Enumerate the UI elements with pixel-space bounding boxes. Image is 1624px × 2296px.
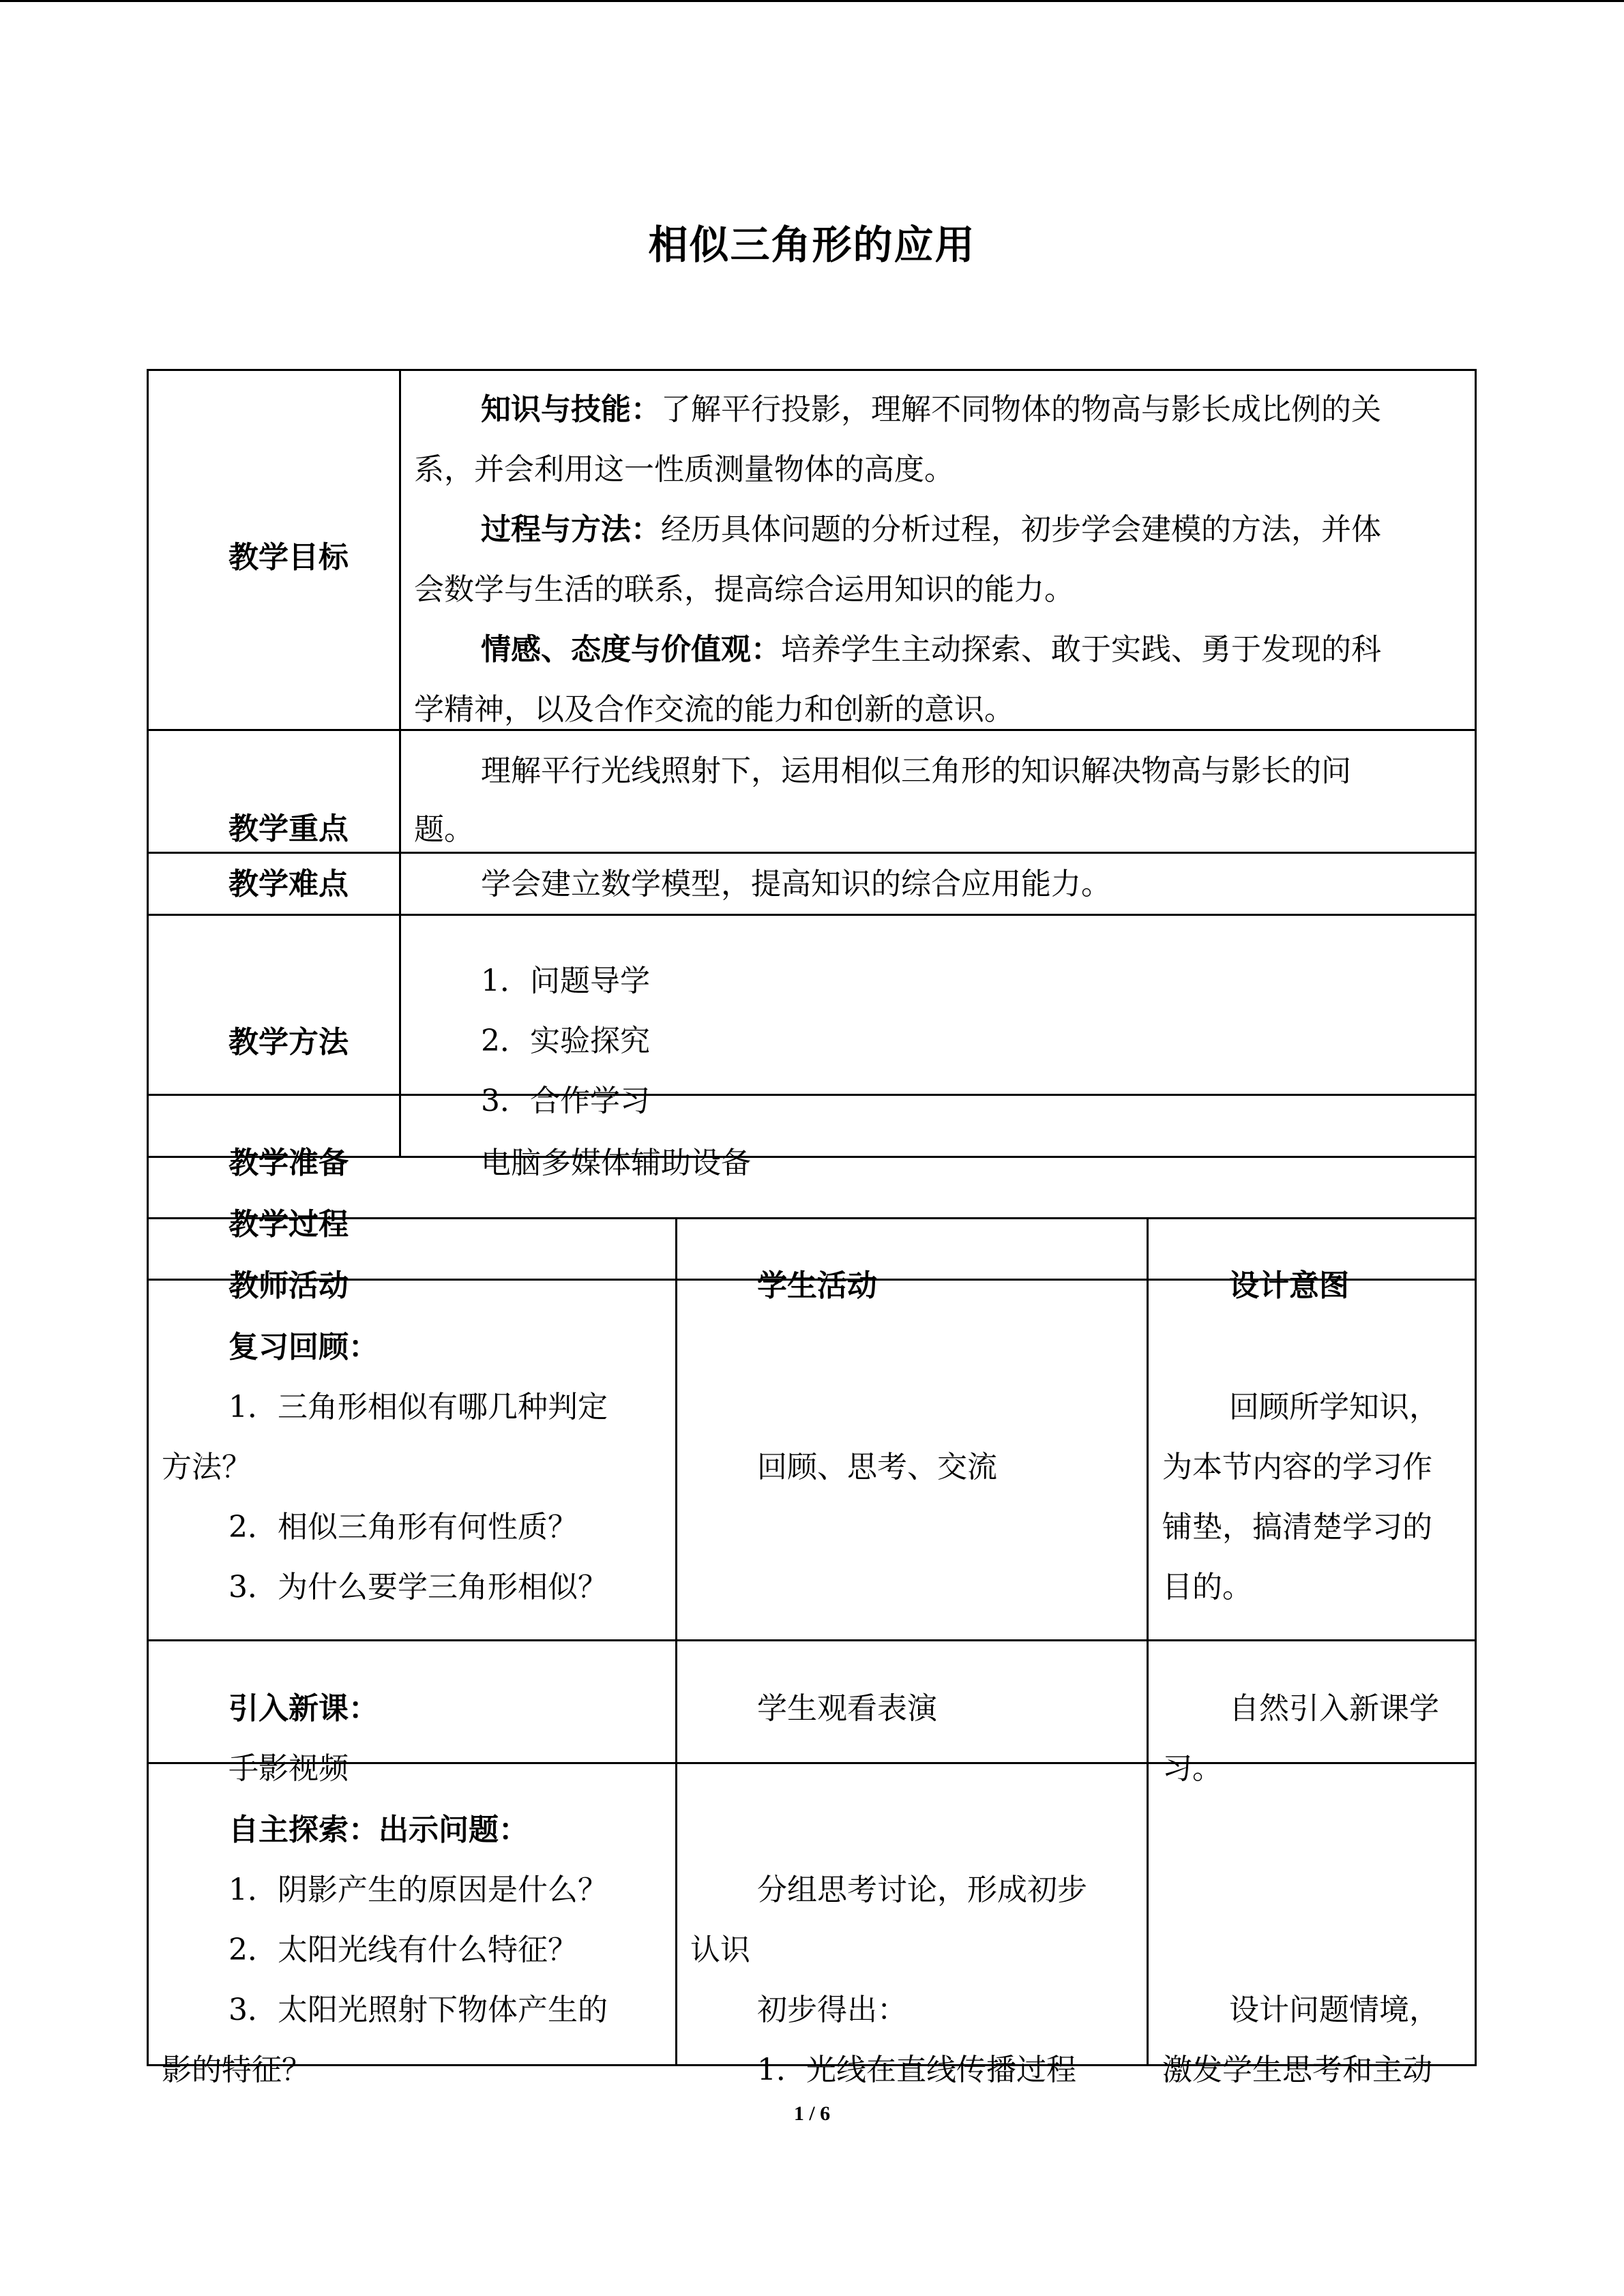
methods-label: 教学方法 xyxy=(228,1025,349,1060)
knowledge-text: 了解平行投影，理解不同物体的物高与影长成比例的关 xyxy=(661,392,1381,427)
page-number: 1 / 6 xyxy=(793,2102,831,2125)
review-teacher-line: 2．相似三角形有何性质？ xyxy=(228,1510,578,1545)
review-intent-line: 为本节内容的学习作 xyxy=(1162,1450,1432,1485)
review-teacher-line: 方法？ xyxy=(162,1450,252,1485)
intro-student-text: 学生观看表演 xyxy=(757,1691,937,1726)
preparation-label: 教学准备 xyxy=(228,1146,349,1180)
rule xyxy=(1475,369,1477,2066)
process-label: 过程与方法： xyxy=(481,512,661,547)
difficulties-label: 教学难点 xyxy=(228,867,349,901)
review-teacher-heading: 复习回顾： xyxy=(228,1330,379,1365)
process-text: 经历具体问题的分析过程，初步学会建模的方法，并体 xyxy=(661,512,1381,547)
method-item: 1．问题导学 xyxy=(481,964,650,998)
objectives-emotion-line2: 学精神，以及合作交流的能力和创新的意识。 xyxy=(414,692,1014,727)
column-header-intent: 设计意图 xyxy=(1229,1268,1349,1303)
top-border xyxy=(0,0,1624,2)
rule xyxy=(399,369,401,1156)
column-header-teacher: 教师活动 xyxy=(228,1268,349,1303)
review-student-text: 回顾、思考、交流 xyxy=(757,1450,997,1485)
rule xyxy=(1147,1217,1149,2066)
intro-teacher-heading: 引入新课： xyxy=(228,1691,379,1726)
method-item: 3．合作学习 xyxy=(481,1084,650,1118)
explore-teacher-line: 2．太阳光线有什么特征？ xyxy=(228,1933,578,1967)
rule xyxy=(147,1094,1477,1096)
emotion-text: 培养学生主动探索、敢于实践、勇于发现的科 xyxy=(781,632,1381,667)
review-teacher-line: 3．为什么要学三角形相似？ xyxy=(228,1570,608,1605)
objectives-process-line2: 会数学与生活的联系，提高综合运用知识的能力。 xyxy=(414,572,1074,607)
rule xyxy=(147,369,149,2066)
emotion-label: 情感、态度与价值观： xyxy=(481,632,781,667)
process-label: 教学过程 xyxy=(228,1207,349,1242)
explore-student-line: 1．光线在直线传播过程 xyxy=(757,2053,1076,2087)
explore-teacher-line: 影的特征？ xyxy=(162,2053,312,2087)
intro-intent-line: 习。 xyxy=(1162,1751,1222,1786)
explore-teacher-heading: 自主探索：出示问题： xyxy=(228,1813,529,1847)
objectives-process-line1 xyxy=(481,500,1381,560)
key-points-line1: 理解平行光线照射下，运用相似三角形的知识解决物高与影长的问 xyxy=(481,754,1351,788)
rule xyxy=(147,369,1477,371)
objectives-knowledge-line1 xyxy=(481,380,1381,440)
objectives-label: 教学目标 xyxy=(228,540,349,575)
difficulties-text: 学会建立数学模型，提高知识的综合应用能力。 xyxy=(481,867,1111,901)
explore-student-line: 认识 xyxy=(690,1933,750,1967)
explore-student-line: 分组思考讨论，形成初步 xyxy=(757,1873,1087,1907)
explore-student-line: 初步得出： xyxy=(757,1993,907,2027)
objectives-knowledge-line2: 系，并会利用这一性质测量物体的高度。 xyxy=(414,452,954,487)
rule xyxy=(675,1217,677,2066)
method-item: 2．实验探究 xyxy=(481,1024,650,1058)
review-intent-line: 回顾所学知识， xyxy=(1229,1390,1439,1425)
lesson-plan-table xyxy=(147,369,1477,2087)
key-points-line2: 题。 xyxy=(414,812,474,847)
review-teacher-line: 1．三角形相似有哪几种判定 xyxy=(228,1390,608,1425)
explore-intent-line: 激发学生思考和主动 xyxy=(1162,2053,1432,2087)
knowledge-label: 知识与技能： xyxy=(481,392,661,427)
review-intent-line: 目的。 xyxy=(1162,1570,1252,1605)
intro-teacher-line: 手影视频 xyxy=(228,1751,349,1786)
objectives-emotion-line1 xyxy=(481,620,1381,680)
column-header-student: 学生活动 xyxy=(757,1268,877,1303)
explore-teacher-line: 1．阴影产生的原因是什么？ xyxy=(228,1873,608,1907)
rule xyxy=(147,1639,1477,1641)
page-title: 相似三角形的应用 xyxy=(648,222,976,268)
preparation-text: 电脑多媒体辅助设备 xyxy=(481,1146,751,1180)
review-intent-line: 铺垫，搞清楚学习的 xyxy=(1162,1510,1432,1545)
explore-intent-line: 设计问题情境， xyxy=(1229,1993,1439,2027)
key-points-label: 教学重点 xyxy=(228,811,349,846)
explore-teacher-line: 3．太阳光照射下物体产生的 xyxy=(228,1993,608,2027)
intro-intent-line: 自然引入新课学 xyxy=(1229,1691,1439,1726)
